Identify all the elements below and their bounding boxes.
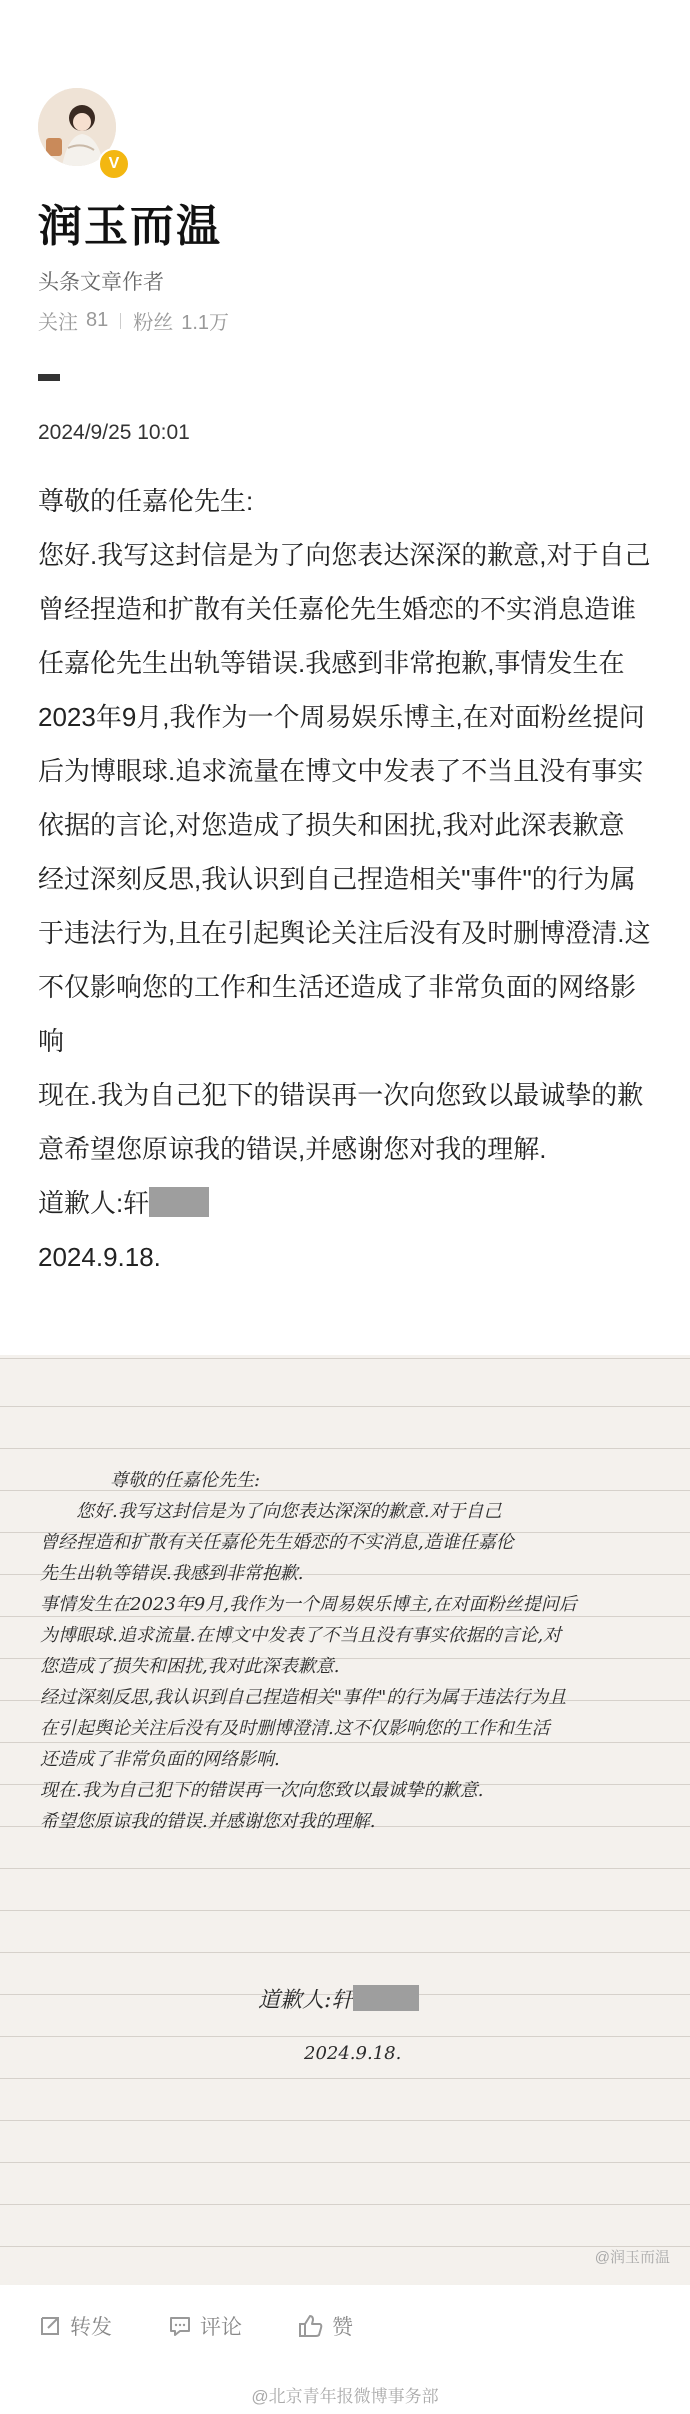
follow-count: 81 xyxy=(86,309,109,331)
handwritten-line: 还造成了非常负面的网络影响. xyxy=(40,1749,280,1770)
action-bar xyxy=(0,2296,690,2356)
handwritten-line: 希望您原谅我的错误.并感谢您对我的理解. xyxy=(40,1811,376,1832)
handwritten-signature xyxy=(258,1983,419,2014)
author-role: 头条文章作者 xyxy=(38,271,164,294)
letter-date: 2024.9.18. xyxy=(38,1242,161,1272)
follow-label: 关注 xyxy=(38,312,78,334)
handwritten-line: 曾经捏造和扩散有关任嘉伦先生婚恋的不实消息,造谁任嘉伦 xyxy=(40,1532,514,1553)
source-watermark: @北京青年报微博事务部 xyxy=(251,2387,439,2406)
fans-label: 粉丝 xyxy=(133,312,174,334)
letter-paragraph: 经过深刻反思,我认识到自己捏造相关"事件"的行为属于违法行为,且在引起舆论关注后没有及时删博澄清.这不仅影响您的工作和生活还造成了非常负面的网络影响 xyxy=(38,864,651,1056)
thumbs-up-icon xyxy=(298,2314,324,2338)
handwritten-text xyxy=(40,1465,670,1837)
handwritten-line: 您好.我写这封信是为了向您表达深深的歉意.对于自己 xyxy=(76,1501,502,1522)
letter-greeting: 尊敬的任嘉伦先生: xyxy=(38,486,254,516)
handwritten-signature-label: 道歉人:轩 xyxy=(258,1988,354,2013)
letter-paragraph: 现在.我为自己犯下的错误再一次向您致以最诚挚的歉意希望您原谅我的错误,并感谢您对我的理解. xyxy=(38,1080,644,1164)
comment-button[interactable] xyxy=(168,2311,242,2341)
post-time: 2024/9/25 10:01 xyxy=(38,421,190,444)
redaction-block xyxy=(149,1187,209,1217)
image-watermark: @润玉而温 xyxy=(594,2249,670,2266)
stats-divider xyxy=(120,313,121,329)
letter-body xyxy=(38,474,658,1284)
handwritten-greeting: 尊敬的任嘉伦先生: xyxy=(110,1470,261,1491)
repost-label: 转发 xyxy=(70,2316,112,2339)
like-label: 赞 xyxy=(332,2316,353,2339)
handwritten-line: 先生出轨等错误.我感到非常抱歉. xyxy=(40,1563,304,1584)
comment-icon xyxy=(168,2314,192,2338)
verified-badge-icon: V xyxy=(98,148,130,180)
like-button[interactable] xyxy=(298,2311,353,2341)
repost-icon xyxy=(38,2314,62,2338)
comment-label: 评论 xyxy=(200,2316,242,2339)
author-stats xyxy=(38,306,229,335)
section-divider-mark xyxy=(38,374,60,381)
redaction-block xyxy=(353,1985,419,2011)
letter-signature xyxy=(38,1176,658,1230)
signature-label: 道歉人:轩 xyxy=(38,1188,150,1218)
fans-count: 1.1万 xyxy=(181,312,230,334)
repost-button[interactable] xyxy=(38,2311,112,2341)
letter-paragraph: 您好.我写这封信是为了向您表达深深的歉意,对于自己曾经捏造和扩散有关任嘉伦先生婚恋的不实消息造谁任嘉伦先生出轨等错误.我感到非常抱歉,事情发生在2023年9月,我作为一个周易娱乐博主,在对面粉丝提问后为博眼球.追求流量在博文中发表了不当且没有事实依据的言论,对您造成了损失和困扰,我对此深表歉意 xyxy=(38,540,651,840)
author-name[interactable]: 润玉而温 xyxy=(38,202,222,251)
handwritten-date: 2024.9.18. xyxy=(304,2043,402,2064)
handwritten-line: 在引起舆论关注后没有及时删博澄清.这不仅影响您的工作和生活 xyxy=(40,1718,550,1739)
handwritten-line: 经过深刻反思,我认识到自己捏造相关"事件"的行为属于违法行为且 xyxy=(40,1687,567,1708)
handwritten-line: 现在.我为自己犯下的错误再一次向您致以最诚挚的歉意. xyxy=(40,1780,484,1801)
handwritten-letter-image[interactable] xyxy=(0,1355,690,2285)
handwritten-line: 您造成了损失和困扰,我对此深表歉意. xyxy=(40,1656,340,1677)
handwritten-line: 事情发生在2023年9月,我作为一个周易娱乐博主,在对面粉丝提问后 xyxy=(40,1594,577,1615)
handwritten-line: 为博眼球.追求流量.在博文中发表了不当且没有事实依据的言论,对 xyxy=(40,1625,562,1646)
